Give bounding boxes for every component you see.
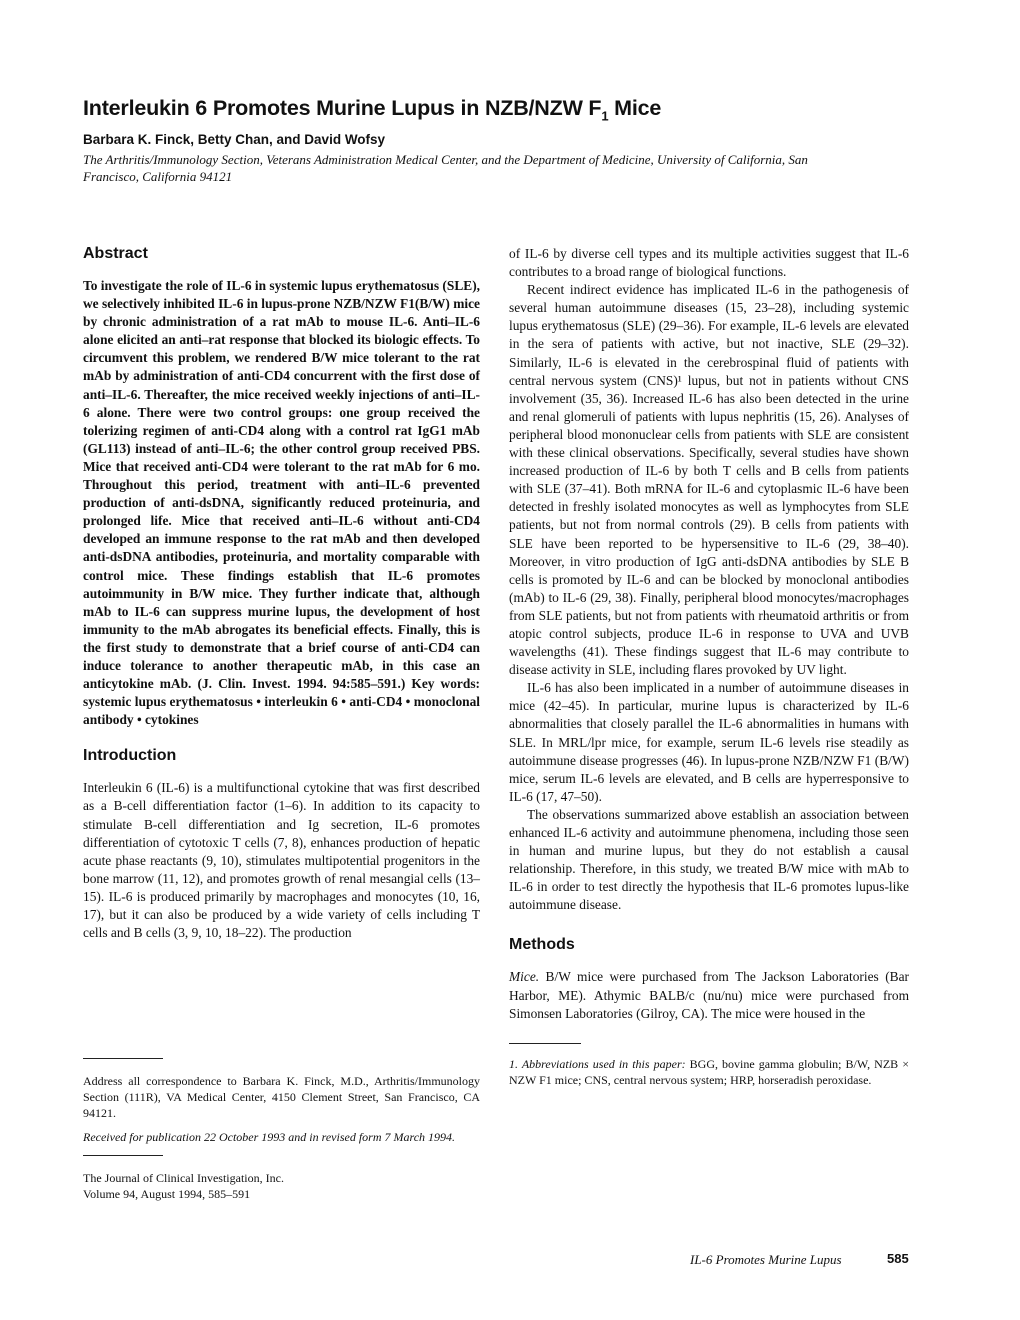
methods-section — [509, 936, 909, 1022]
affiliation: The Arthritis/Immunology Section, Veterans Administration Medical Center, and the Department of Medicine, University of California, San Francisco, California 94121 — [83, 152, 808, 184]
running-title: IL-6 Promotes Murine Lupus — [690, 1252, 842, 1267]
title-text: Interleukin 6 Promotes Murine Lupus in NZB/NZW F — [83, 96, 602, 120]
journal-line-2: Volume 94, August 1994, 585–591 — [83, 1187, 251, 1201]
intro-paragraph-3: IL-6 has also been implicated in a number of autoimmune diseases in mice (42–45). In particular, murine lupus is characterized by IL-6 abnormalities that closely parallel the IL-6 abnormalities in humans with SLE. In MRL/lpr mice, for example, serum IL-6 levels rise steadily as autoimmune disease progresses (46). In lupus-prone NZB/NZW F1 (B/W) mice, serum IL-6 levels are elevated, and B cells are hyperresponsive to IL-6 (17, 47–50). — [509, 680, 909, 804]
abstract-citation: (J. Clin. Invest. 1994. 94:585–591.) — [197, 676, 406, 692]
correspondence-text: Address all correspondence to Barbara K. Finck, M.D., Arthritis/Immunology Section (111R), VA Medical Center, 4150 Clement Street, San Francisco, CA 94121. — [83, 1074, 480, 1120]
abbreviations-text — [509, 1056, 909, 1088]
abstract-keywords: Key words: systemic lupus erythematosus • interleukin 6 • anti-CD4 • monoclonal antibody • cytokines — [83, 676, 480, 728]
abbrev-rule — [509, 1043, 581, 1044]
abstract-body — [83, 277, 480, 729]
article-title — [83, 96, 661, 123]
mice-label: Mice. — [509, 969, 540, 985]
abbrev-body: BGG, bovine gamma globulin; B/W, NZB × NZW F1 mice; CNS, central nervous system; HRP, horseradish peroxidase. — [509, 1056, 909, 1087]
page-number: 585 — [887, 1251, 909, 1266]
abstract-heading: Abstract — [83, 245, 148, 262]
author-list: Barbara K. Finck, Betty Chan, and David Wofsy — [83, 132, 386, 147]
abbreviation-footnote — [509, 1043, 909, 1088]
intro-paragraph-2: Recent indirect evidence has implicated IL-6 in the pathogenesis of several human autoimmune diseases (15, 23–28), including systemic lupus erythematosus (SLE) (29–36). For example, IL-6 levels are elevated in the sera of patients with active, but not inactive, SLE (29–32). Similarly, IL-6 is elevated in the cerebrospinal fluid of patients with central nervous system (CNS)¹ lupus, but not in patients without CNS involvement (35, 36). Increased IL-6 has also been detected in the urine and renal glomeruli of patients with lupus nephritis (15, 26). Analyses of peripheral blood mononuclear cells from patients with SLE are consistent with these clinical observations. Specifically, several studies have shown increased production of IL-6 by both T cells and B cells from patients with SLE (37–41). Both mRNA for IL-6 and cytoplasmic IL-6 have been detected in freshly isolated monocytes as well as lymphocytes from SLE patients, but not from normal controls (29). B cells from patients with SLE have been reported to be hypersensitive to IL-6 (29, 38–40). Moreover, in vitro production of IgG anti-dsDNA antibodies by SLE B cells is promoted by IL-6 and can be blocked by monoclonal antibodies (mAb) to IL-6 (29, 38). Finally, peripheral blood monocytes/macrophages from SLE patients, but not from patients with rheumatoid arthritis or from atopic control subjects, produce IL-6 in response to UVA and UVB wavelengths (41). These findings suggest that IL-6 may contribute to disease activity in SLE, including flares provoked by UV light. — [509, 282, 909, 678]
abbrev-label: 1. Abbreviations used in this paper: — [509, 1056, 686, 1071]
intro-paragraph-4: The observations summarized above establish an association between enhanced IL-6 activity and autoimmune phenomena, including those seen in human and murine lupus, but they do not establish a causal relationship. Therefore, in this study, we treated B/W mice with mAb to IL-6 in order to test directly the hypothesis that IL-6 promotes lupus-like autoimmune disease. — [509, 806, 909, 913]
title-subscript: 1 — [601, 108, 609, 124]
methods-heading: Methods — [509, 936, 575, 954]
journal-line-1: The Journal of Clinical Investigation, Inc. — [83, 1171, 284, 1185]
intro-continuation: of IL-6 by diverse cell types and its multiple activities suggest that IL-6 contributes to a broad range of biological functions. — [509, 246, 909, 280]
mice-text: B/W mice were purchased from The Jackson Laboratories (Bar Harbor, ME). Athymic BALB/c (nu/nu) mice were purchased from Simonsen Laboratories (Gilroy, CA). The mice were housed in the — [509, 969, 909, 1021]
methods-mice-paragraph — [509, 968, 909, 1022]
footnote-rule — [83, 1058, 163, 1059]
left-column — [83, 245, 480, 942]
received-text: Received for publication 22 October 1993 and in revised form 7 March 1994. — [83, 1130, 456, 1144]
introduction-heading: Introduction — [83, 747, 177, 765]
correspondence-footnote — [83, 1058, 480, 1202]
abstract-text: To investigate the role of IL-6 in systemic lupus erythematosus (SLE), we selectively inhibited IL-6 in lupus-prone NZB/NZW F1(B/W) mice by chronic administration of a rat mAb to mouse IL-6. Anti–IL-6 alone elicited an anti–rat response that blocked its biologic effects. To circumvent this problem, we rendered B/W mice tolerant to the rat mAb by administration of anti-CD4 concurrent with the first dose of anti–IL-6. Thereafter, the mice received weekly injections of anti–IL-6 alone. There were two control groups: one group received the tolerizing regimen of anti-CD4 along with a control rat IgG1 mAb (GL113) instead of anti–IL-6; the other control group received PBS. Mice that received anti-CD4 were tolerant to the rat mAb for 6 mo. Throughout this period, treatment with anti–IL-6 prevented production of anti-dsDNA, significantly reduced proteinuria, and prolonged life. Mice that received anti–IL-6 without anti-CD4 developed an immune response to the rat mAb and then developed anti-dsDNA antibodies, proteinuria, and mortality comparable with control mice. These findings establish that IL-6 promotes autoimmunity in B/W mice. They further indicate that, although mAb to IL-6 can suppress murine lupus, the development of host immunity to the mAb abrogates its beneficial effects. Finally, this is the first study to demonstrate that a brief course of anti-CD4 can induce tolerance to another therapeutic mAb, in this case an anticytokine mAb. — [83, 278, 480, 692]
right-column — [509, 245, 909, 1088]
title-end: Mice — [608, 96, 662, 120]
introduction-paragraph: Interleukin 6 (IL-6) is a multifunctional cytokine that was first described as a B-cell differentiation factor (1–6). In addition to its capacity to stimulate B-cell differentiation and Ig secretion, IL-6 promotes differentiation of cytotoxic T cells (7, 8), enhances production of hepatic acute phase reactants (9, 10), stimulates multipotential progenitors in the bone marrow (11, 12), and promotes growth of renal mesangial cells (13–15). IL-6 is produced primarily by macrophages and monocytes (10, 16, 17), but it can also be produced by a wide variety of cells including T cells and B cells (3, 9, 10, 18–22). The production — [83, 780, 480, 941]
footnote-rule-2 — [83, 1155, 163, 1156]
